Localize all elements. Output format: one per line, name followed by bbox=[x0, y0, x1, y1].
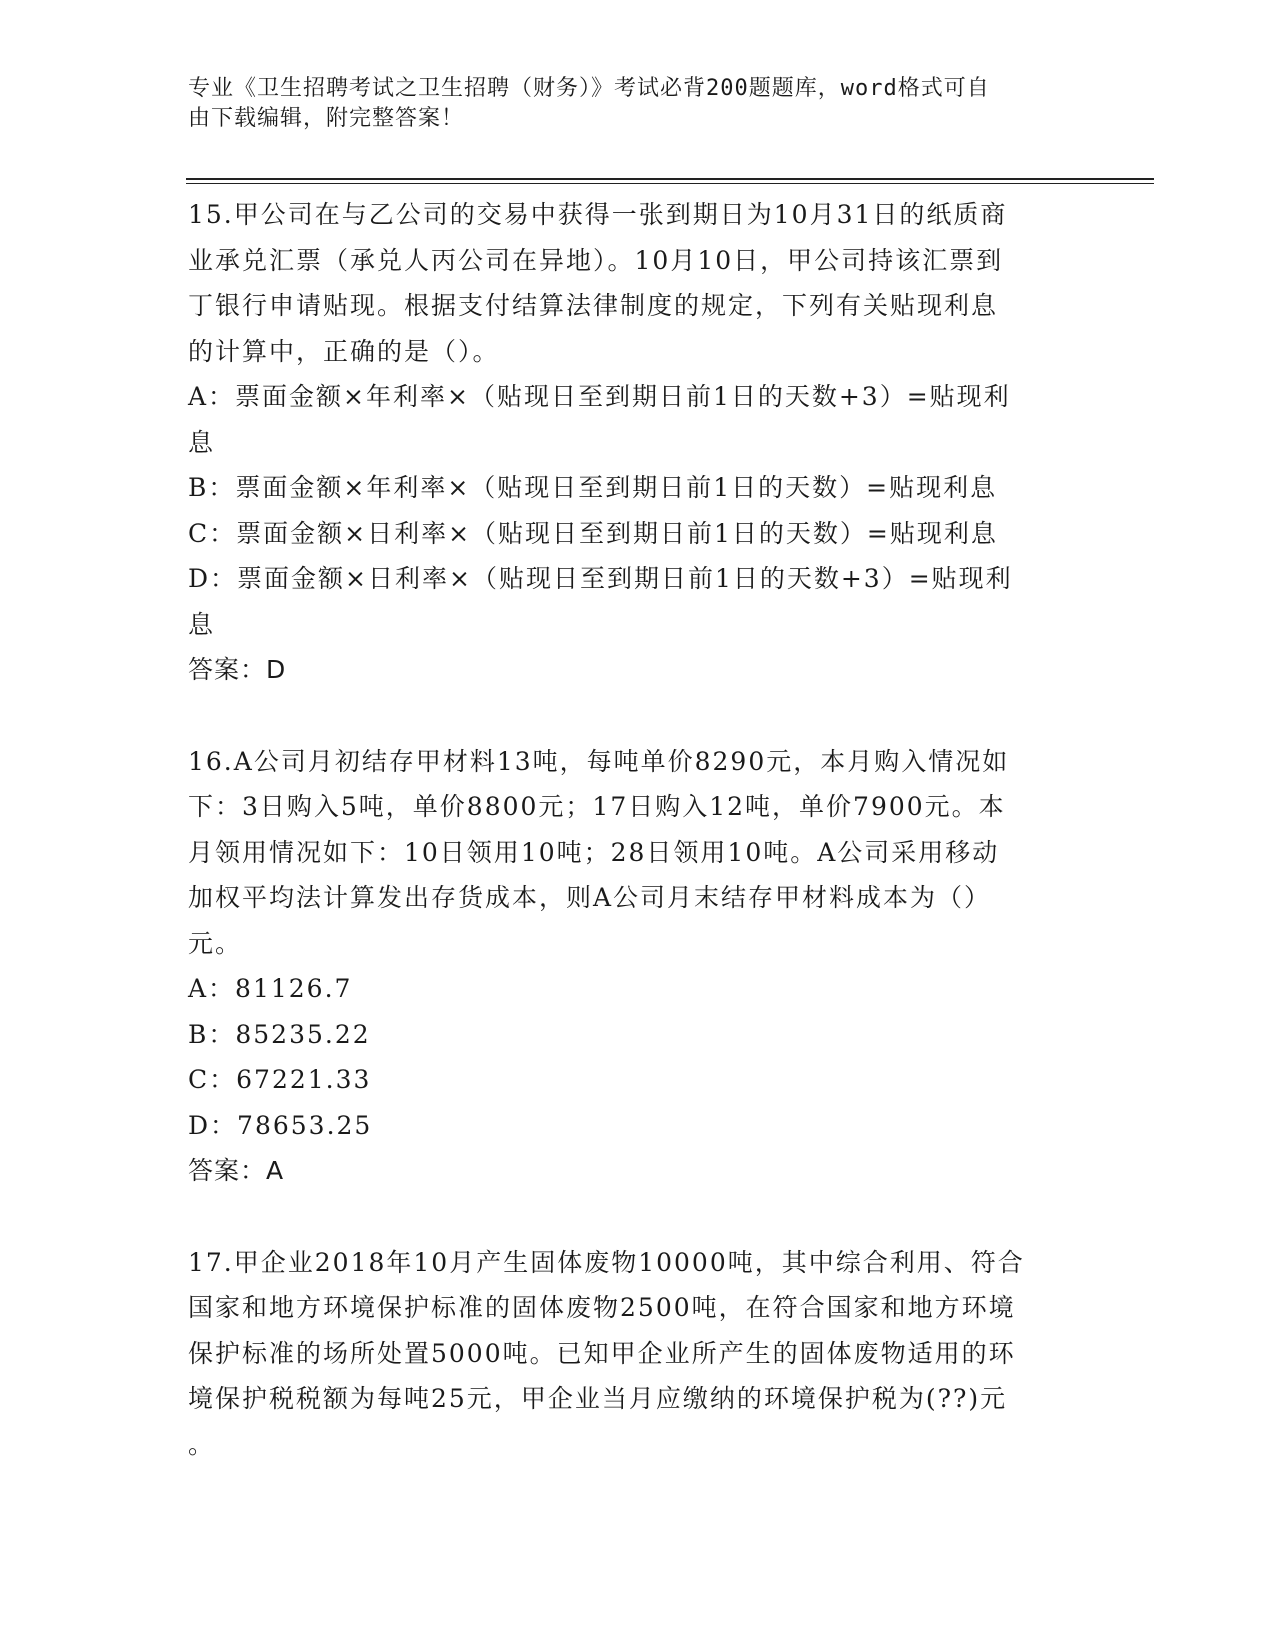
answer-label: 答案：A bbox=[188, 1156, 285, 1185]
question-stem-line: 保护标准的场所处置5000吨。已知甲企业所产生的固体废物适用的环 bbox=[188, 1338, 1016, 1368]
option-d: D：78653.25 bbox=[188, 1110, 373, 1140]
question-stem-line: 15.甲公司在与乙公司的交易中获得一张到期日为10月31日的纸质商 bbox=[188, 200, 1008, 229]
option-b: B：票面金额×年利率×（贴现日至到期日前1日的天数）=贴现利息 bbox=[188, 473, 998, 502]
question-16 bbox=[188, 739, 1088, 1194]
spacer bbox=[188, 693, 1088, 739]
question-stem-line: 业承兑汇票（承兑人丙公司在异地）。10月10日，甲公司持该汇票到 bbox=[188, 245, 1004, 275]
question-15 bbox=[188, 192, 1088, 693]
question-stem-line: 17.甲企业2018年10月产生固体废物10000吨，其中综合利用、符合 bbox=[188, 1247, 1025, 1277]
answer-label: 答案：D bbox=[188, 655, 287, 684]
option-d-continuation: 息 bbox=[188, 609, 216, 639]
question-stem-line: 16.A公司月初结存甲材料13吨，每吨单价8290元，本月购入情况如 bbox=[188, 746, 1010, 776]
header-line-1: 专业《卫生招聘考试之卫生招聘（财务）》考试必背200题题库，word格式可自 bbox=[188, 76, 990, 101]
question-17 bbox=[188, 1240, 1088, 1468]
option-c: C：票面金额×日利率×（贴现日至到期日前1日的天数）=贴现利息 bbox=[188, 518, 998, 548]
option-b: B：85235.22 bbox=[188, 1019, 371, 1049]
option-d: D：票面金额×日利率×（贴现日至到期日前1日的天数+3）=贴现利 bbox=[188, 564, 1013, 593]
header-divider-thick bbox=[186, 178, 1154, 180]
question-stem-line: 加权平均法计算发出存货成本，则A公司月末结存甲材料成本为（） bbox=[188, 883, 992, 912]
question-stem-line: 境保护税税额为每吨25元，甲企业当月应缴纳的环境保护税为(??)元 bbox=[188, 1384, 1008, 1413]
question-stem-line: 国家和地方环境保护标准的固体废物2500吨，在符合国家和地方环境 bbox=[188, 1293, 1016, 1322]
spacer bbox=[188, 1194, 1088, 1240]
option-c: C：67221.33 bbox=[188, 1065, 372, 1094]
header-line-2: 由下载编辑，附完整答案！ bbox=[188, 106, 465, 131]
question-stem-line: 元。 bbox=[188, 928, 243, 958]
question-stem-line: 。 bbox=[188, 1429, 216, 1459]
option-a-continuation: 息 bbox=[188, 427, 216, 457]
option-a: A：票面金额×年利率×（贴现日至到期日前1日的天数+3）=贴现利 bbox=[188, 382, 1011, 411]
page-header bbox=[188, 74, 1068, 134]
question-stem-line: 的计算中，正确的是（）。 bbox=[188, 336, 500, 366]
question-stem-line: 月领用情况如下：10日领用10吨；28日领用10吨。A公司采用移动 bbox=[188, 837, 1000, 867]
option-a: A：81126.7 bbox=[188, 974, 353, 1003]
question-list bbox=[188, 192, 1088, 1467]
header-divider-thin bbox=[186, 183, 1154, 184]
question-stem-line: 下：3日购入5吨，单价8800元；17日购入12吨，单价7900元。本 bbox=[188, 792, 1006, 821]
question-stem-line: 丁银行申请贴现。根据支付结算法律制度的规定，下列有关贴现利息 bbox=[188, 291, 999, 320]
